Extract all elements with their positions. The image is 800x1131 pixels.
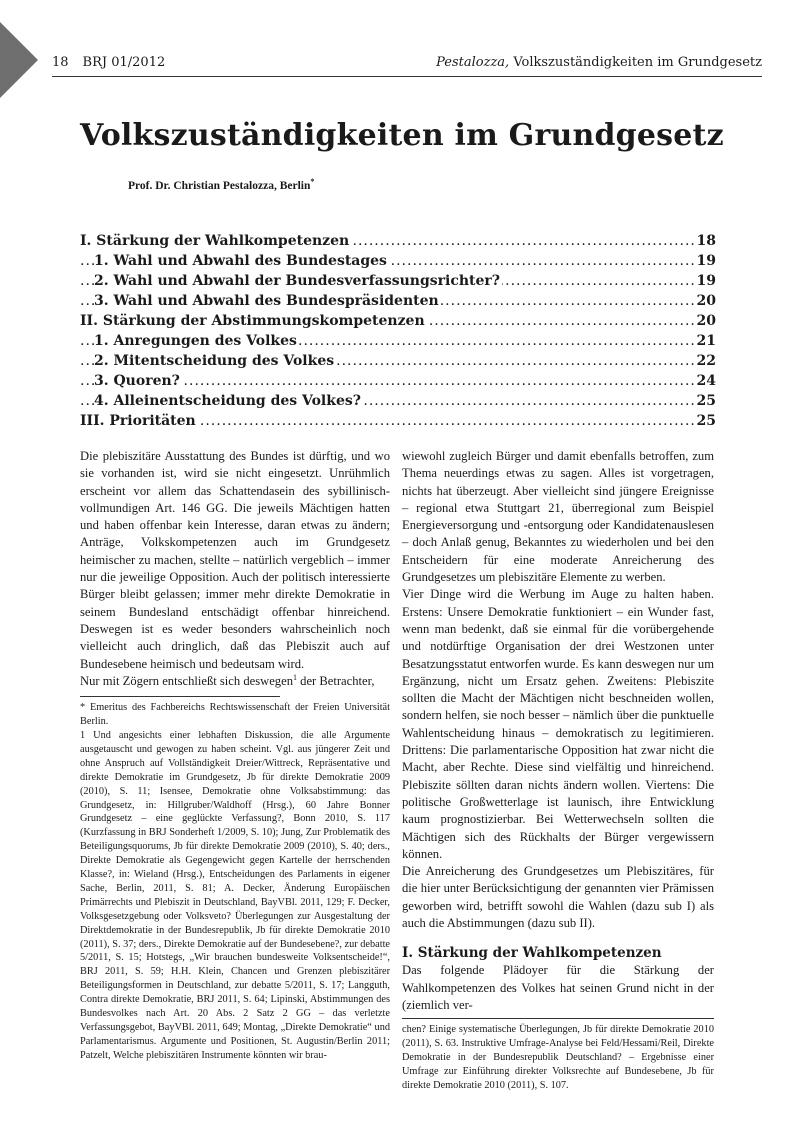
left-column — [80, 448, 390, 1063]
toc-entry — [80, 371, 716, 391]
author-footnote-mark: * — [310, 177, 315, 186]
toc-entry-page: 24 — [694, 371, 716, 391]
toc-entry — [80, 331, 716, 351]
toc-entry-page: 20 — [694, 291, 716, 311]
toc-entry-page: 25 — [694, 391, 716, 411]
toc-entry-page: 19 — [694, 251, 716, 271]
toc-entry-page: 20 — [694, 311, 716, 331]
running-header — [52, 55, 762, 75]
right-paragraph-3: Die Anreicherung des Grundgesetzes um Plebiszitäres, für die hier unter Berücksichtigung der genannten vier Prämissen geworben wird, betrifft sowohl die Wahlen (dazu sub I) als auch die Abstimmungen (dazu sub II). — [402, 864, 714, 931]
toc-entry-label: II. Stärkung der Abstimmungskompetenzen — [80, 313, 425, 329]
toc-entry-page: 19 — [694, 271, 716, 291]
toc-entry-label: 2. Wahl und Abwahl der Bundesverfassungsrichter? — [94, 273, 500, 289]
header-rule — [52, 76, 762, 77]
header-running-title: Volkszuständigkeiten im Grundgesetz — [513, 55, 762, 70]
right-paragraph-2: Vier Dinge wird die Werbung im Auge zu halten haben. Erstens: Unsere Demokratie funktioniert – ein Wunder fast, wenn man bedenkt, daß sie einmal für die vorübergehende und notdürftige Organisation der drei Westzonen unter Besatzungsstatut entworfen wurde. Es kann deswegen nur um Ergänzung, nicht um Ersatz gehen. Zweitens: Plebiszite sollten die Macht der Mächtigen nicht beschneiden wollen, sondern helfen, sie noch besser – nämlich über die punktuelle Wahlentscheidung hinaus – demokratisch zu legitimieren. Drittens: Die parlamentarische Opposition hat zwar nicht die Macht, aber Rechte. Diese sind vielfältig und hinreichend. Plebiszite söllten daran nichts ändern wollen. Viertens: Die politische Großwetterlage ist launisch, ihre Entwicklung kaum prognostizierbar. Bei Wetterwechseln sollten die Mächtigen sich des Rückhalts der Bürger vergewissern können. — [402, 587, 714, 861]
table-of-contents — [80, 231, 716, 431]
toc-entry — [80, 351, 716, 371]
toc-entry-label: 3. Wahl und Abwahl des Bundespräsidenten — [94, 293, 439, 309]
header-left — [52, 55, 179, 70]
article-author — [128, 177, 314, 192]
toc-entry-label: 4. Alleinentscheidung des Volkes? — [94, 393, 361, 409]
toc-entry-page: 18 — [694, 231, 716, 251]
footnote-1-continued: chen? Einige systematische Überlegungen, Jb für direkte Demokratie 2010 (2011), S. 63. Instruktive Umfrage-Analyse bei Feld/Hessami/Reil, Direkte Demokratie in der Bundesrepublik Deutschland? – Ergebnisse einer Umfrage zur Einführung direkter Volksrechte auf Bundesebene, Jb für direkte Demokratie 2010 (2011), S. 107. — [402, 1024, 714, 1091]
toc-entry — [80, 231, 716, 251]
toc-entry-page: 25 — [694, 411, 716, 431]
toc-entry-label: 1. Wahl und Abwahl des Bundestages — [94, 253, 387, 269]
toc-entry — [80, 271, 716, 291]
toc-entry-label: 1. Anregungen des Volkes — [94, 333, 297, 349]
left-paragraph-1: Die plebiszitäre Ausstattung des Bundes ist dürftig, und wo sie vorhanden ist, wird sie nicht eingesetzt. Unrühmlich erscheint vor allem das Schattendasein des sybillinisch-vollmundigen Art. 146 GG. Die jeweils Mächtigen hatten und haben offenbar kein Interesse, daran etwas zu ändern; Anträge, Volkskompetenzen auch im Grundgesetz heimischer zu machen, stellte – natürlich vergeblich – immer nur die jeweilige Opposition. Auch der politisch interessierte Bürger bleibt gelassen; immer mehr direkte Demokratie in seinem Bundesland entschädigt offenbar hinreichend. Deswegen ist es weder besonders wahrscheinlich noch vielleicht auch dringlich, daß das Plebiszit auch auf Bundesebene heimisch und bedeutsam wird. — [80, 449, 390, 671]
header-right — [436, 55, 762, 70]
toc-entry — [80, 291, 716, 311]
left-paragraph-2 — [80, 673, 390, 690]
page-corner-marker — [0, 22, 38, 98]
right-column — [402, 448, 714, 1093]
toc-entry-page: 21 — [694, 331, 716, 351]
section-heading-1: I. Stärkung der Wahlkompetenzen — [402, 945, 662, 962]
toc-entry-label: 3. Quoren? — [94, 373, 180, 389]
toc-entry — [80, 311, 716, 331]
journal-issue: BRJ 01/2012 — [82, 55, 166, 70]
footnote-rule — [80, 696, 280, 697]
toc-entry-page: 22 — [694, 351, 716, 371]
footnote-star: * Emeritus des Fachbereichs Rechtswissenschaft der Freien Universität Berlin. — [80, 702, 390, 728]
left-paragraph-2-start: Nur mit Zögern entschließt sich deswegen — [80, 673, 293, 688]
author-name: Prof. Dr. Christian Pestalozza, Berlin — [128, 179, 311, 192]
footnote-ref-1: 1 — [293, 672, 297, 682]
header-author: Pestalozza, — [436, 55, 510, 70]
footnote-1: 1 Und angesichts einer lebhaften Diskussion, die alle Argumente ausgetauscht und gewogen zu haben scheint. Vgl. aus jüngerer Zeit und ohne Anspruch auf Vollständigkeit Dreier/Wittreck, Repräsentative und direkte Demokratie im Grundgesetz, Jb für direkte Demokratie 2009 (2010), S. 11; Isensee, Demokratie ohne Volksabstimmung: das Grundgesetz, in: Hillgruber/Waldhoff (Hrsg.), 60 Jahre Bonner Grundgesetz – eine geglückte Verfassung?, Bonn 2010, S. 117 (Kurzfassung in BRJ Sonderheft 1/2009, S. 10); Jung, Zur Problematik des Beteiligungsquorums, Jb für direkte Demokratie 2009 (2010), S. 40; ders., Direkte Demokratie als Gegengewicht gegen Kartelle der herrschenden Klasse?, in: Wieland (Hrsg.), Entscheidungen des Parlaments in eigener Sache, Berlin, 2011, S. 81; A. Decker, Änderung Europäischen Primärrechts und Plebiszit in Deutschland, BayVBl. 2011, 129; F. Decker, Volksgesetzgebung oder Volksveto? Überlegungen zur Ausgestaltung der Direktdemokratie in der Bundesrepublik, Jb für direkte Demokratie 2010 (2011), S. 37; ders., Direkte Demokratie auf der Bundesebene?, zur debatte 5/2011, S. 15; Hotstegs, „Wir brauchen bundesweite Volksentscheide!“, BRJ 2011, S. 59; H.H. Klein, Chancen und Grenzen plebiszitärer Beteiligungsformen in Deutschland, zur debatte 5/2011, S. 17; Langguth, Contra direkte Demokratie, BRJ 2011, S. 64; Lipinski, Abstimmungen des Bundesvolkes nach Art. 20 Abs. 2 Satz 2 GG – das verletzte Verfassungsgebot, BayVBl. 2011, 649; Montag, „Direkte Demokratie“ und Parlamentarismus. Argumente und Positionen, St. Augustin/Berlin 2011; Patzelt, Welche plebiszitären Instrumente könnten wir brau- — [80, 729, 390, 1061]
footnote-rule-right — [402, 1018, 714, 1019]
right-paragraph-1: wiewohl zugleich Bürger und damit ebenfalls betroffen, zum Thema neuerdings etwas zu sagen. Alles ist vorgetragen, nichts hat überzeugt. Aber vielleicht sind jüngere Ereignisse – regional etwa Stuttgart 21, überregional zum Beispiel Energieversorgung und -entsorgung oder Kandidatenauslesen – doch Anlaß genug, Bekanntes zu wiederholen und bei den Entscheidern für eine moderate Anreicherung des Grundgesetzes um plebiszitäre Elemente zu werben. — [402, 449, 714, 585]
toc-entry-label: III. Prioritäten — [80, 413, 196, 429]
article-title: Volkszuständigkeiten im Grundgesetz — [80, 118, 724, 153]
toc-entry — [80, 411, 716, 431]
right-paragraph-4: Das folgende Plädoyer für die Stärkung der Wahlkompetenzen des Volkes hat seinen Grund nicht in der (ziemlich ver- — [402, 963, 714, 1012]
toc-entry — [80, 391, 716, 411]
toc-entry-label: I. Stärkung der Wahlkompetenzen — [80, 233, 350, 249]
left-paragraph-2-end: der Betrachter, — [297, 673, 375, 688]
toc-entry — [80, 251, 716, 271]
toc-entry-label: 2. Mitentscheidung des Volkes — [94, 353, 335, 369]
page-number: 18 — [52, 55, 69, 70]
